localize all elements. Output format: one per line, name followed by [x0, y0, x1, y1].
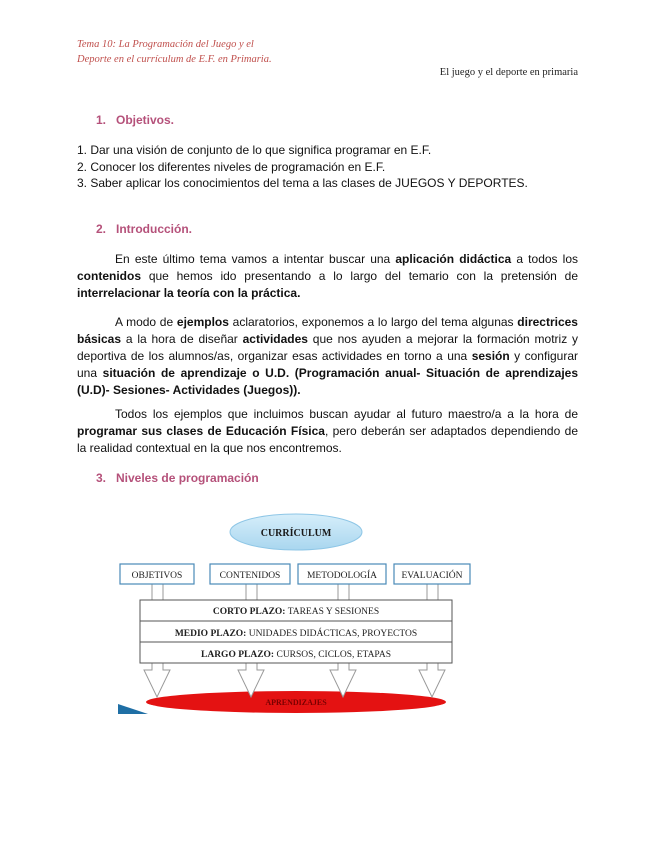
- objective-item: 2. Conocer los diferentes niveles de programación en E.F.: [77, 160, 386, 174]
- box-label: EVALUACIÓN: [401, 571, 463, 581]
- section-title: Niveles de programación: [116, 471, 259, 485]
- running-header-right: El juego y el deporte en primaria: [439, 67, 578, 78]
- emphasis: contenidos: [77, 269, 142, 283]
- level-text-medio: MEDIO PLAZO: UNIDADES DIDÁCTICAS, PROYECTOS: [174, 629, 418, 639]
- section-number: 3.: [96, 471, 107, 485]
- aprendizajes-label: APRENDIZAJES: [265, 698, 327, 707]
- emphasis: aplicación didáctica: [395, 252, 512, 266]
- emphasis: sesión: [471, 349, 510, 363]
- corner-mark: [118, 704, 148, 714]
- emphasis: ejemplos: [176, 315, 229, 329]
- intro-paragraph-2: A modo de ejemplos aclaratorios, exponemos a lo largo del tema algunas directrices básicas a la hora de diseñar actividades que nos ayuden a mejorar la formación motriz y deportiva de los alumnos/as, organizar esas actividades en torno a una sesión y configurar una situación de aprendizaje o U.D. (Programación anual- Situación de aprendizajes (U.D)- Sesiones- Actividades (Juegos)).: [77, 315, 578, 397]
- intro-paragraph-1: En este último tema vamos a intentar buscar una aplicación didáctica a todos los contenidos que hemos ido presentando a lo largo del temario con la pretensión de interrelacionar la teoría con la práctica.: [77, 252, 579, 300]
- objective-item: 1. Dar una visión de conjunto de lo que significa programar en E.F.: [77, 143, 432, 157]
- emphasis: programar sus clases de Educación Física: [77, 424, 325, 438]
- level-text-corto: CORTO PLAZO: TAREAS Y SESIONES: [212, 607, 380, 617]
- section-number: 1.: [96, 113, 107, 127]
- emphasis: directrices básicas: [77, 315, 578, 346]
- section-title: Introducción.: [116, 222, 192, 236]
- section-title: Objetivos.: [116, 113, 175, 127]
- curriculum-label: CURRÍCULUM: [260, 528, 332, 539]
- emphasis: interrelacionar la teoría con la práctica.: [77, 286, 301, 300]
- emphasis: situación de aprendizaje o U.D. (Programación anual- Situación de aprendizajes (U.D)- Sesiones- Actividades (Juegos)).: [77, 366, 578, 397]
- intro-paragraph-3: Todos los ejemplos que incluimos buscan ayudar al futuro maestro/a a la hora de programar sus clases de Educación Física, pero deberán ser adaptados dependiendo de la realidad contextual en la que nos encontremos.: [77, 407, 578, 455]
- box-label: CONTENIDOS: [219, 571, 281, 581]
- box-label: METODOLOGÍA: [306, 571, 378, 581]
- section-number: 2.: [96, 222, 107, 236]
- objective-item: 3. Saber aplicar los conocimientos del tema a las clases de JUEGOS Y DEPORTES.: [77, 176, 528, 190]
- header-line-2: Deporte en el currículum de E.F. en Primaria.: [77, 54, 272, 65]
- emphasis: actividades: [242, 332, 308, 346]
- box-label: OBJETIVOS: [131, 571, 183, 581]
- header-line-1: Tema 10: La Programación del Juego y el: [77, 39, 254, 50]
- level-text-largo: LARGO PLAZO: CURSOS, CICLOS, ETAPAS: [201, 650, 391, 660]
